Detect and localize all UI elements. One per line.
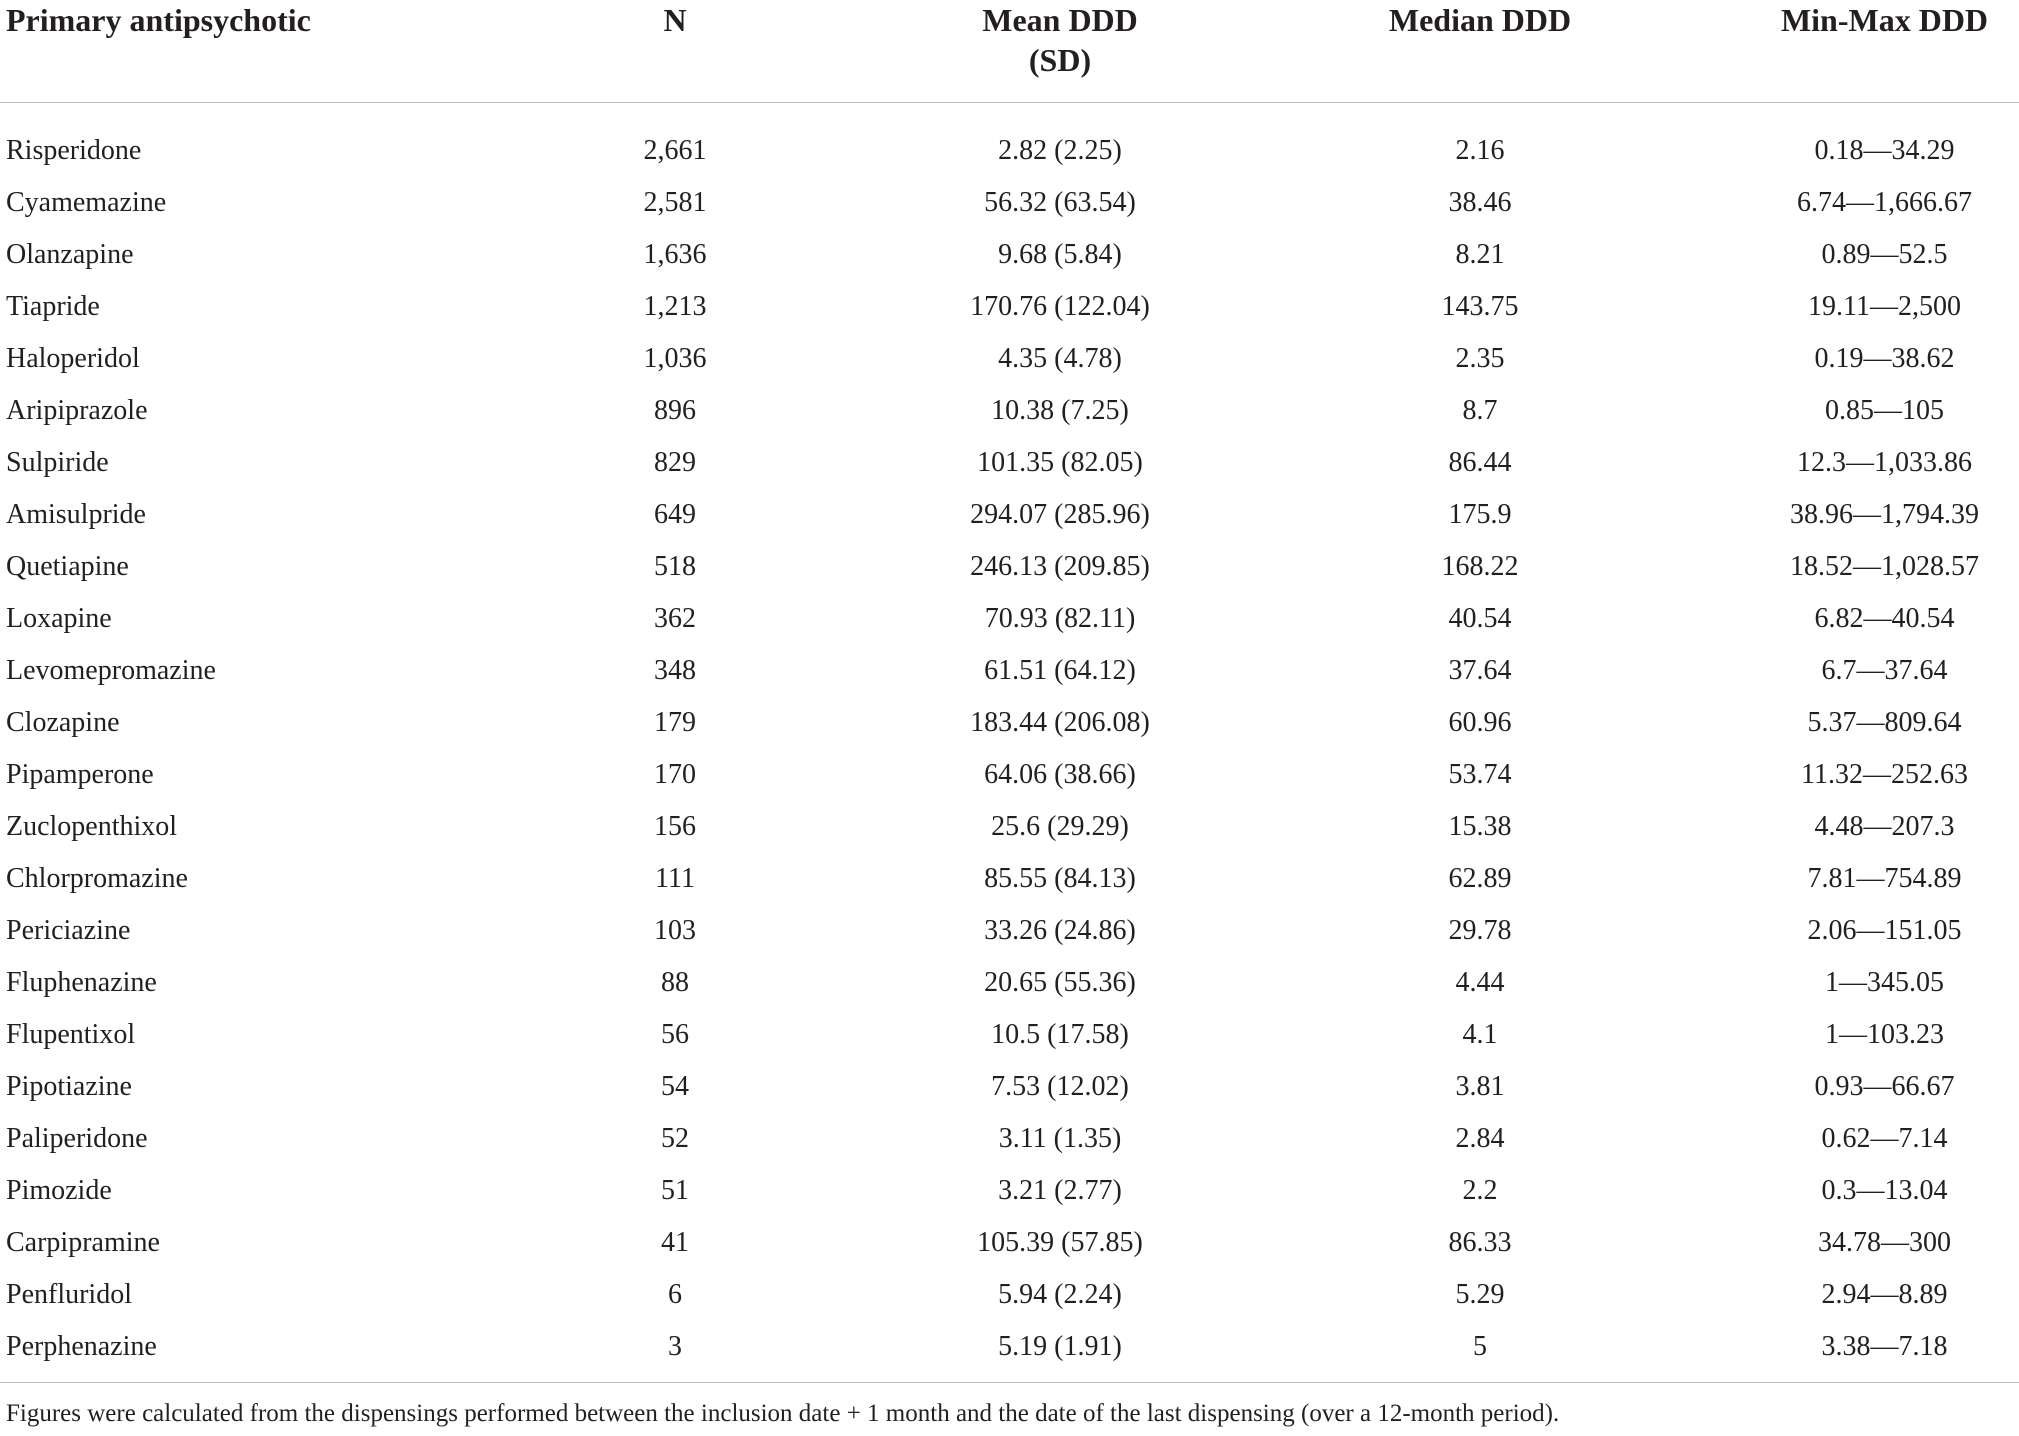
cell-n: 348 xyxy=(654,655,696,686)
cell-n: 88 xyxy=(661,967,689,998)
table-row xyxy=(0,1113,2019,1165)
cell-n: 2,661 xyxy=(643,135,707,166)
cell-min-max-ddd: 6.82—40.54 xyxy=(1814,603,1955,634)
cell-mean-ddd: 170.76 (122.04) xyxy=(970,291,1150,322)
cell-drug-name: Fluphenazine xyxy=(6,967,157,998)
cell-mean-ddd: 101.35 (82.05) xyxy=(977,447,1143,478)
cell-mean-ddd: 20.65 (55.36) xyxy=(984,967,1136,998)
header-mean-ddd-sd: (SD) xyxy=(1028,42,1092,78)
cell-drug-name: Tiapride xyxy=(6,291,100,322)
table-row xyxy=(0,905,2019,957)
cell-n: 649 xyxy=(654,499,696,530)
cell-min-max-ddd: 0.62—7.14 xyxy=(1821,1123,1948,1154)
table-body xyxy=(0,103,2019,1374)
header-n: N xyxy=(430,0,790,103)
cell-n: 896 xyxy=(654,395,696,426)
header-primary-antipsychotic: Primary antipsychotic xyxy=(0,0,430,103)
cell-n: 54 xyxy=(661,1071,689,1102)
cell-min-max-ddd: 38.96—1,794.39 xyxy=(1790,499,1979,530)
cell-n: 56 xyxy=(661,1019,689,1050)
cell-n: 103 xyxy=(654,915,696,946)
cell-mean-ddd: 294.07 (285.96) xyxy=(970,499,1150,530)
cell-mean-ddd: 246.13 (209.85) xyxy=(970,551,1150,582)
cell-mean-ddd: 3.11 (1.35) xyxy=(998,1123,1122,1154)
cell-median-ddd: 2.2 xyxy=(1462,1175,1498,1206)
cell-drug-name: Zuclopenthixol xyxy=(6,811,178,842)
cell-median-ddd: 38.46 xyxy=(1448,187,1512,218)
table-row xyxy=(0,385,2019,437)
table-row xyxy=(0,103,2019,178)
cell-min-max-ddd: 11.32—252.63 xyxy=(1801,759,1968,790)
cell-mean-ddd: 56.32 (63.54) xyxy=(984,187,1136,218)
cell-drug-name: Haloperidol xyxy=(6,343,140,374)
cell-median-ddd: 86.44 xyxy=(1448,447,1512,478)
cell-n: 1,636 xyxy=(643,239,707,270)
header-mean-ddd xyxy=(790,0,1230,103)
cell-n: 179 xyxy=(654,707,696,738)
cell-median-ddd: 5 xyxy=(1473,1331,1487,1362)
cell-n: 6 xyxy=(668,1279,682,1310)
cell-n: 41 xyxy=(661,1227,689,1258)
table-row xyxy=(0,333,2019,385)
cell-median-ddd: 143.75 xyxy=(1441,291,1519,322)
cell-median-ddd: 62.89 xyxy=(1448,863,1512,894)
cell-mean-ddd: 10.5 (17.58) xyxy=(991,1019,1129,1050)
cell-median-ddd: 2.84 xyxy=(1455,1123,1505,1154)
table-row xyxy=(0,489,2019,541)
cell-n: 829 xyxy=(654,447,696,478)
cell-mean-ddd: 25.6 (29.29) xyxy=(991,811,1129,842)
cell-n: 3 xyxy=(668,1331,682,1362)
header-mean-ddd-label: Mean DDD xyxy=(982,2,1138,38)
table-row xyxy=(0,1009,2019,1061)
cell-median-ddd: 175.9 xyxy=(1448,499,1512,530)
cell-drug-name: Levomepromazine xyxy=(6,655,216,686)
cell-median-ddd: 37.64 xyxy=(1448,655,1512,686)
cell-min-max-ddd: 0.93—66.67 xyxy=(1814,1071,1955,1102)
cell-min-max-ddd: 19.11—2,500 xyxy=(1808,291,1961,322)
cell-n: 518 xyxy=(654,551,696,582)
cell-min-max-ddd: 6.74—1,666.67 xyxy=(1797,187,1972,218)
cell-drug-name: Pipotiazine xyxy=(6,1071,132,1102)
cell-drug-name: Paliperidone xyxy=(6,1123,148,1154)
table-row xyxy=(0,801,2019,853)
cell-mean-ddd: 33.26 (24.86) xyxy=(984,915,1136,946)
cell-n: 1,213 xyxy=(643,291,707,322)
cell-drug-name: Aripiprazole xyxy=(6,395,148,426)
cell-median-ddd: 8.7 xyxy=(1462,395,1498,426)
cell-n: 51 xyxy=(661,1175,689,1206)
cell-min-max-ddd: 34.78—300 xyxy=(1818,1227,1951,1258)
cell-n: 111 xyxy=(655,863,695,894)
cell-drug-name: Periciazine xyxy=(6,915,131,946)
cell-median-ddd: 5.29 xyxy=(1455,1279,1505,1310)
cell-median-ddd: 168.22 xyxy=(1441,551,1519,582)
cell-min-max-ddd: 0.18—34.29 xyxy=(1814,135,1955,166)
cell-mean-ddd: 4.35 (4.78) xyxy=(998,343,1122,374)
cell-n: 156 xyxy=(654,811,696,842)
table-row xyxy=(0,541,2019,593)
cell-drug-name: Olanzapine xyxy=(6,239,134,270)
cell-drug-name: Risperidone xyxy=(6,135,142,166)
table-header xyxy=(0,0,2019,103)
cell-drug-name: Carpipramine xyxy=(6,1227,160,1258)
cell-drug-name: Pimozide xyxy=(6,1175,112,1206)
cell-median-ddd: 2.35 xyxy=(1455,343,1505,374)
cell-mean-ddd: 9.68 (5.84) xyxy=(998,239,1122,270)
cell-n: 1,036 xyxy=(643,343,707,374)
table-row xyxy=(0,593,2019,645)
cell-drug-name: Clozapine xyxy=(6,707,120,738)
header-median-ddd: Median DDD xyxy=(1230,0,1670,103)
cell-n: 170 xyxy=(654,759,696,790)
cell-median-ddd: 40.54 xyxy=(1448,603,1512,634)
cell-min-max-ddd: 6.7—37.64 xyxy=(1821,655,1948,686)
cell-min-max-ddd: 3.38—7.18 xyxy=(1821,1331,1948,1362)
cell-median-ddd: 4.44 xyxy=(1455,967,1505,998)
cell-min-max-ddd: 0.89—52.5 xyxy=(1821,239,1948,270)
cell-median-ddd: 86.33 xyxy=(1448,1227,1512,1258)
cell-n: 52 xyxy=(661,1123,689,1154)
cell-drug-name: Cyamemazine xyxy=(6,187,167,218)
cell-drug-name: Quetiapine xyxy=(6,551,129,582)
table-row xyxy=(0,229,2019,281)
cell-mean-ddd: 183.44 (206.08) xyxy=(970,707,1150,738)
cell-mean-ddd: 10.38 (7.25) xyxy=(991,395,1129,426)
table-row xyxy=(0,1061,2019,1113)
table-row xyxy=(0,1217,2019,1269)
table-row xyxy=(0,177,2019,229)
cell-mean-ddd: 7.53 (12.02) xyxy=(991,1071,1129,1102)
table-row xyxy=(0,1165,2019,1217)
table-bottom-rule xyxy=(0,1382,2019,1383)
cell-median-ddd: 4.1 xyxy=(1462,1019,1498,1050)
table-row xyxy=(0,1321,2019,1373)
cell-drug-name: Perphenazine xyxy=(6,1331,157,1362)
cell-min-max-ddd: 5.37—809.64 xyxy=(1807,707,1962,738)
cell-drug-name: Sulpiride xyxy=(6,447,109,478)
cell-mean-ddd: 64.06 (38.66) xyxy=(984,759,1136,790)
cell-n: 362 xyxy=(654,603,696,634)
table-row xyxy=(0,645,2019,697)
cell-median-ddd: 15.38 xyxy=(1448,811,1512,842)
cell-drug-name: Penfluridol xyxy=(6,1279,132,1310)
cell-median-ddd: 53.74 xyxy=(1448,759,1512,790)
cell-drug-name: Amisulpride xyxy=(6,499,146,530)
cell-drug-name: Chlorpromazine xyxy=(6,863,188,894)
cell-min-max-ddd: 1—103.23 xyxy=(1825,1019,1944,1050)
cell-mean-ddd: 3.21 (2.77) xyxy=(998,1175,1122,1206)
table-row xyxy=(0,281,2019,333)
cell-median-ddd: 3.81 xyxy=(1455,1071,1505,1102)
table-row xyxy=(0,697,2019,749)
cell-drug-name: Flupentixol xyxy=(6,1019,136,1050)
table-footnote: Figures were calculated from the dispensings performed between the inclusion date + 1 month and the date of the last dispensing (over a 12-month period). xyxy=(6,1400,1560,1427)
header-min-max-ddd: Min-Max DDD xyxy=(1670,0,2019,103)
cell-min-max-ddd: 18.52—1,028.57 xyxy=(1790,551,1979,582)
cell-mean-ddd: 85.55 (84.13) xyxy=(984,863,1136,894)
cell-min-max-ddd: 0.85—105 xyxy=(1825,395,1944,426)
cell-median-ddd: 2.16 xyxy=(1455,135,1505,166)
cell-median-ddd: 60.96 xyxy=(1448,707,1512,738)
table-row xyxy=(0,957,2019,1009)
cell-mean-ddd: 5.19 (1.91) xyxy=(998,1331,1122,1362)
cell-mean-ddd: 105.39 (57.85) xyxy=(977,1227,1143,1258)
cell-min-max-ddd: 2.94—8.89 xyxy=(1821,1279,1948,1310)
cell-min-max-ddd: 2.06—151.05 xyxy=(1807,915,1962,946)
cell-n: 2,581 xyxy=(643,187,707,218)
cell-mean-ddd: 61.51 (64.12) xyxy=(984,655,1136,686)
table-row xyxy=(0,853,2019,905)
table-row xyxy=(0,437,2019,489)
cell-min-max-ddd: 0.19—38.62 xyxy=(1814,343,1955,374)
table-row xyxy=(0,1269,2019,1321)
cell-mean-ddd: 5.94 (2.24) xyxy=(998,1279,1122,1310)
header-row xyxy=(0,0,2019,103)
cell-drug-name: Pipamperone xyxy=(6,759,154,790)
table-row xyxy=(0,749,2019,801)
cell-min-max-ddd: 0.3—13.04 xyxy=(1821,1175,1948,1206)
cell-min-max-ddd: 12.3—1,033.86 xyxy=(1797,447,1972,478)
cell-mean-ddd: 2.82 (2.25) xyxy=(998,135,1122,166)
cell-min-max-ddd: 7.81—754.89 xyxy=(1807,863,1962,894)
cell-median-ddd: 29.78 xyxy=(1448,915,1512,946)
cell-median-ddd: 8.21 xyxy=(1455,239,1505,270)
cell-min-max-ddd: 4.48—207.3 xyxy=(1814,811,1955,842)
cell-mean-ddd: 70.93 (82.11) xyxy=(984,603,1136,634)
cell-drug-name: Loxapine xyxy=(6,603,112,634)
cell-min-max-ddd: 1—345.05 xyxy=(1825,967,1944,998)
